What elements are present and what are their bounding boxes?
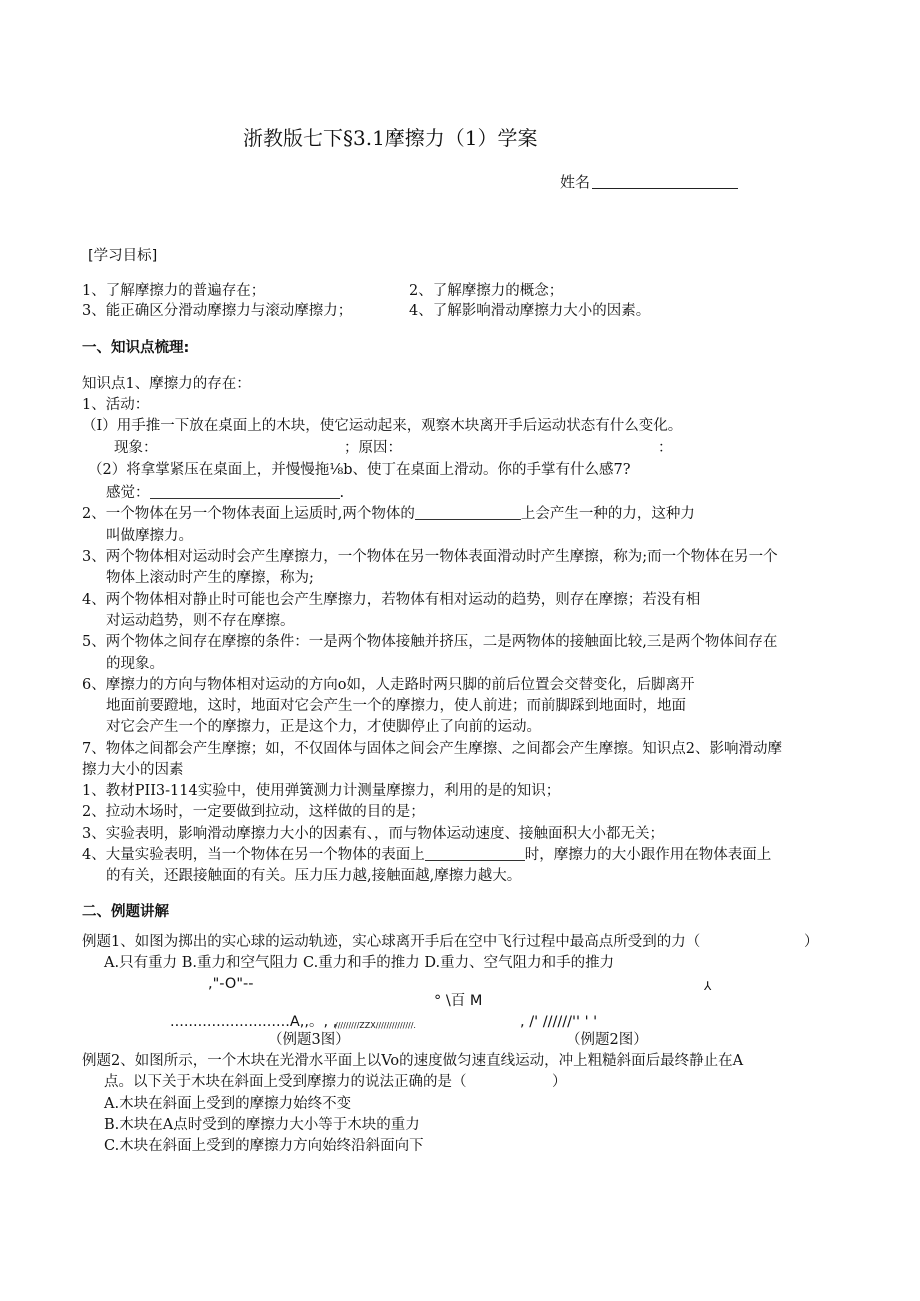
activity-1: （I）用手推一下放在桌面上的木块，使它运动起来，观察木块离开手后运动状态有什么变化。 [82,418,683,434]
figure-2-caption: （例题2图） [566,1032,648,1048]
factor-4-cont: 的有关，还跟接触面的有关。压力压力越,接触面越,摩擦力越大。 [106,868,522,884]
goals-heading: [学习目标] [88,248,158,264]
factor-3: 3、实验表明，影响滑动摩擦力大小的因素有、，而与物体运动速度、接触面积大小都无关； [82,826,664,842]
point-4-cont: 对运动趋势，则不存在摩擦。 [106,613,295,629]
factor-1: 1、教材PII3-114实验中，使用弹簧测力计测量摩擦力，利用的是的知识； [82,783,561,799]
factor-4-text-b: 时，摩擦力的大小跟作用在物体表面上 [524,847,772,863]
reason-label: ；原因： [344,440,402,456]
example-2-close: ） [552,1074,567,1090]
section1-heading: 一、知识点梳理: [82,340,190,356]
example-1-options: A.只有重力 B.重力和空气阻力 C.重力和手的推力 D.重力、空气阻力和手的推力 [104,955,615,971]
point-2-cont: 叫做摩擦力。 [106,528,193,544]
name-blank[interactable] [592,173,738,189]
factor-4-text-a: 4、大量实验表明，当一个物体在另一个物体的表面上 [82,847,425,863]
point-2-text-b: 上会产生一种的力，这种力 [520,506,695,522]
point-2-text-a: 2、一个物体在另一个物体表面上运质时,两个物体的 [82,506,415,522]
reason-end: ： [658,440,673,456]
activity-2: （2）将拿掌紧压在桌面上，并慢慢拖⅛b、使丁在桌面上滑动。你的手掌有什么感7? [88,462,631,478]
activity-label: 1、活动： [82,397,150,413]
example-1-close: ） [804,934,819,950]
figure-3-trajectory: ,"-O"-- [208,976,254,992]
feeling-label: 感觉： [106,485,150,501]
point-3: 3、两个物体相对运动时会产生摩擦力，一个物体在另一物体表面滑动时产生摩擦，称为;而一个物体在另一个 [82,549,778,565]
page-title: 浙教版七下§3.1摩擦力（1）学案 [243,126,538,150]
example-1: 例题1、如图为掷出的实心球的运动轨迹，实心球离开手后在空中飞行过程中最高点所受到的力（ [82,934,701,950]
knowledge-point-1: 知识点1、摩擦力的存在： [82,376,251,392]
example-2-option-a: A.木块在斜面上受到的摩擦力始终不变 [104,1096,352,1112]
point-5: 5、两个物体之间存在摩擦的条件：一是两个物体接触并挤压，二是两物体的接触面比较,三是两个物体间存在 [82,634,778,650]
figure-text: ° \百 M [434,993,483,1009]
point-2-blank[interactable] [415,505,521,520]
point-6-cont-1: 地面前要蹬地，这时，地面对它会产生一个的摩擦力，使人前进；而前脚踩到地面时，地面 [106,698,686,714]
figure-3-ground: ..........................A,,。, , [170,1014,338,1030]
feeling-end: . [339,485,345,501]
factor-4-line [82,846,771,864]
point-5-cont: 的现象。 [106,656,164,672]
goal-4: 4、了解影响滑动摩擦力大小的因素。 [409,303,651,319]
example-2-cont: 点。以下关于木块在斜面上受到摩擦力的说法正确的是（ [104,1074,467,1090]
point-7: 7、物体之间都会产生摩擦；如，不仅固体与固体之间会产生摩擦、之间都会产生摩擦。知识点2、影响滑动摩 [82,741,782,757]
factor-4-blank[interactable] [425,846,525,861]
feeling-line [106,484,344,502]
section2-heading: 二、例题讲解 [82,904,169,920]
feeling-blank[interactable] [150,484,340,499]
example-2: 例题2、如图所示，一个木块在光滑水平面上以Vo的速度做匀速直线运动，冲上粗糙斜面后最终静止在A [82,1053,744,1069]
goal-2: 2、了解摩擦力的概念； [409,283,564,299]
figure-3-caption: （例题3图） [268,1032,350,1048]
figure-2-mark: ⅄ [704,979,712,993]
phenomenon-label: 现象： [114,440,158,456]
factor-2: 2、拉动木场时，一定要做到拉动，这样做的目的是； [82,804,425,820]
point-6-cont-2: 对它会产生一个的摩擦力，正是这个力，才使脚停止了向前的运动。 [106,719,541,735]
name-label: 姓名 [560,173,591,191]
figure-2-slope: , /' //////'' ' ' [520,1014,598,1030]
point-6: 6、摩擦力的方向与物体相对运动的方向o如，人走路时两只脚的前后位置会交替变化，后脚离开 [82,677,695,693]
point-7-cont: 擦力大小的因素 [82,762,184,778]
point-4: 4、两个物体相对静止时可能也会产生摩擦力，若物体有相对运动的趋势，则存在摩擦；若没有相 [82,592,701,608]
example-2-option-c: C.木块在斜面上受到的摩擦力方向始终沿斜面向下 [104,1138,424,1154]
point-2-line [82,505,695,523]
point-3-cont: 物体上滚动时产生的摩擦，称为; [106,570,314,586]
example-2-option-b: B.木块在A点时受到的摩擦力大小等于木块的重力 [104,1117,420,1133]
goal-1: 1、了解摩擦力的普遍存在； [82,283,266,299]
figure-3-hatch: /////////ZZX//////////////. [335,1021,416,1030]
goal-3: 3、能正确区分滑动摩擦力与滚动摩擦力； [82,303,353,319]
name-field [560,171,738,192]
